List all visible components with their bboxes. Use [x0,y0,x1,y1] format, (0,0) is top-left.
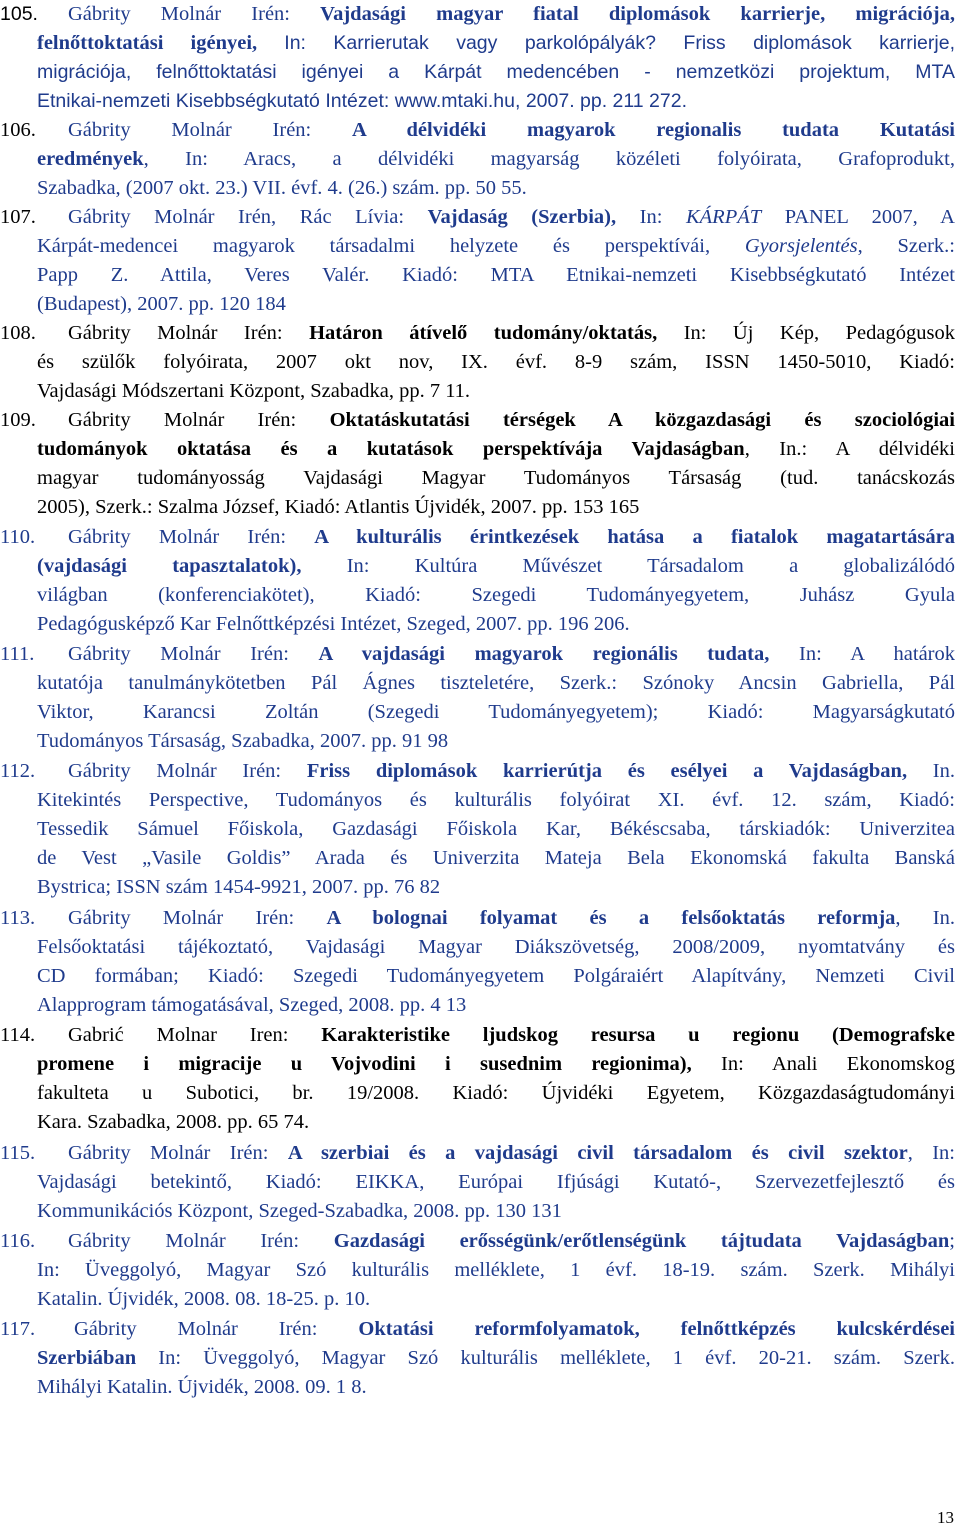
entry-line: Gábrity Molnár Irén: A délvidéki magyarok regionalis tudata Kutatási [68,119,955,141]
entry-line: Gábrity Molnár Irén: A kulturális érintkezések hatása a fiatalok magatartására [68,526,955,548]
entry-line: Gábrity Molnár Irén: Friss diplomások karrierútja és esélyei a Vajdaságban, In. [68,760,956,782]
entry-line: Pedagógusképző Kar Felnőttképzési Intézet, Szeged, 2007. pp. 196 206. [37,613,630,635]
page-number: 13 [937,1508,954,1527]
entry-line: Kara. Szabadka, 2008. pp. 65 74. [37,1111,310,1133]
entry-line: Kitekintés Perspective, Tudományos és kulturális folyóirat XI. évf. 12. szám, Kiadó: [37,789,955,811]
entry-number: 114. [0,1024,36,1046]
entry-line: Szabadka, (2007 okt. 23.) VII. évf. 4. (26.) szám. pp. 50 55. [37,177,527,199]
entry-line: Papp Z. Attila, Veres Valér. Kiadó: MTA Etnikai-nemzeti Kisebbségkutató Intézet [37,264,955,286]
entry-number: 108. [0,322,36,344]
entry-number: 111. [0,643,35,665]
entry-line: 2005), Szerk.: Szalma József, Kiadó: Atlantis Újvidék, 2007. pp. 153 165 [37,496,640,518]
entry-line: In: Üveggolyó, Magyar Szó kulturális melléklete, 1 évf. 18-19. szám. Szerk. Mihályi [37,1259,955,1281]
entry-line: Gábrity Molnár Irén: A bolognai folyamat és a felsőoktatás reformja, In. [68,907,956,929]
entry-number: 113. [0,907,36,929]
entry-number: 116. [0,1230,36,1252]
entry-line: Vajdasági Módszertani Központ, Szabadka, pp. 7 11. [37,380,471,402]
entry-line: Tessedik Sámuel Főiskola, Gazdasági Főiskola Kar, Békéscsaba, társkiadók: Univerzitea [37,818,955,840]
entry-line: migrációja, felnőttoktatási igényei a Kárpát medencében - nemzetközi projektum, MTA [37,61,955,83]
entry-line: Gábrity Molnár Irén: Gazdasági erősségünk/erőtlenségünk tájtudata Vajdaságban; [68,1230,955,1252]
entry-line: Felsőoktatási tájékoztató, Vajdasági Magyar Diákszövetség, 2008/2009, nyomtatvány és [37,936,955,958]
entry-line: Bystrica; ISSN szám 1454-9921, 2007. pp. 76 82 [37,876,441,898]
entry-line: kutatója tanulmánykötetben Pál Ágnes tiszteletére, Szerk.: Szónoky Ancsin Gabriella, Pál [37,672,955,694]
entry-line: Kommunikációs Központ, Szeged-Szabadka, 2008. pp. 130 131 [37,1200,562,1222]
entry-number: 110. [0,526,36,548]
entry-line: (vajdasági tapasztalatok), In: Kultúra Művészet Társadalom a globalizálódó [37,555,955,577]
entry-number: 109. [0,409,36,431]
entry-line: Kárpát-medencei magyarok társadalmi helyzete és perspektívái, Gyorsjelentés, Szerk.: [37,235,955,257]
entry-number: 115. [0,1142,36,1164]
entry-line: Viktor, Karancsi Zoltán (Szegedi Tudományegyetem); Kiadó: Magyarságkutató [37,701,955,723]
entry-line: Gábrity Molnár Irén: A vajdasági magyarok regionális tudata, In: A határok [68,643,955,665]
entry-number: 105. [0,3,38,25]
entry-number: 112. [0,760,36,782]
entry-line: Katalin. Újvidék, 2008. 08. 18-25. p. 10. [37,1288,371,1310]
entry-line: Szerbiában In: Üveggolyó, Magyar Szó kulturális melléklete, 1 évf. 20-21. szám. Szerk. [37,1347,955,1369]
entry-line: Gábrity Molnár Irén: Oktatáskutatási térségek A közgazdasági és szociológiai [68,409,955,431]
entry-line: Alapprogram támogatásával, Szeged, 2008. pp. 4 13 [37,994,467,1016]
entry-line: fakulteta u Subotici, br. 19/2008. Kiadó: Újvidéki Egyetem, Közgazdaságtudományi [37,1082,955,1104]
entry-line: és szülők folyóirata, 2007 okt nov, IX. évf. 8-9 szám, ISSN 1450-5010, Kiadó: [37,351,955,373]
entry-line: CD formában; Kiadó: Szegedi Tudományegyetem Polgáraiért Alapítvány, Nemzeti Civil [37,965,955,987]
entry-line: Mihályi Katalin. Újvidék, 2008. 09. 1 8. [37,1376,367,1398]
entry-line: Tudományos Társaság, Szabadka, 2007. pp. 91 98 [37,730,449,752]
entry-line: de Vest „Vasile Goldis” Arada és Univerzita Mateja Bela Ekonomská fakulta Banská [37,847,955,869]
entry-line: világban (konferenciakötet), Kiadó: Szegedi Tudományegyetem, Juhász Gyula [37,584,955,606]
entry-number: 106. [0,119,36,141]
entry-line: Gábrity Molnár Irén: A szerbiai és a vajdasági civil társadalom és civil szektor, In: [68,1142,955,1164]
entry-line: eredmények, In: Aracs, a délvidéki magyarság közéleti folyóirata, Grafoprodukt, [37,148,955,170]
entry-line: tudományok oktatása és a kutatások perspektívája Vajdaságban, In.: A délvidéki [37,438,955,460]
entry-line: promene i migracije u Vojvodini i susednim regionima), In: Anali Ekonomskog [37,1053,955,1075]
entry-line: Gábrity Molnár Irén: Oktatási reformfolyamatok, felnőttképzés kulcskérdései [74,1318,956,1340]
entry-number: 107. [0,206,36,228]
entry-line: Gábrity Molnár Irén: Vajdasági magyar fiatal diplomások karrierje, migrációja, [68,3,955,25]
entry-line: Gábrity Molnár Irén: Határon átívelő tudomány/oktatás, In: Új Kép, Pedagógusok [68,322,955,344]
entry-line: felnőttoktatási igényei, In: Karrierutak vagy parkolópályák? Friss diplomások karrierje, [37,32,955,54]
entry-line: (Budapest), 2007. pp. 120 184 [37,293,286,315]
entry-number: 117. [0,1318,36,1340]
entry-line: Vajdasági betekintő, Kiadó: EIKKA, Európai Ifjúsági Kutató-, Szervezetfejlesztő és [37,1171,955,1193]
entry-line: Gabrić Molnar Iren: Karakteristike ljudskog resursa u regionu (Demografske [68,1024,955,1046]
entry-line: magyar tudományosság Vajdasági Magyar Tudományos Társaság (tud. tanácskozás [37,467,955,489]
entry-line: Gábrity Molnár Irén, Rác Lívia: Vajdaság (Szerbia), In: KÁRPÁT PANEL 2007, A [68,206,955,228]
entry-line: Etnikai-nemzeti Kisebbségkutató Intézet: www.mtaki.hu, 2007. pp. 211 272. [37,90,688,112]
